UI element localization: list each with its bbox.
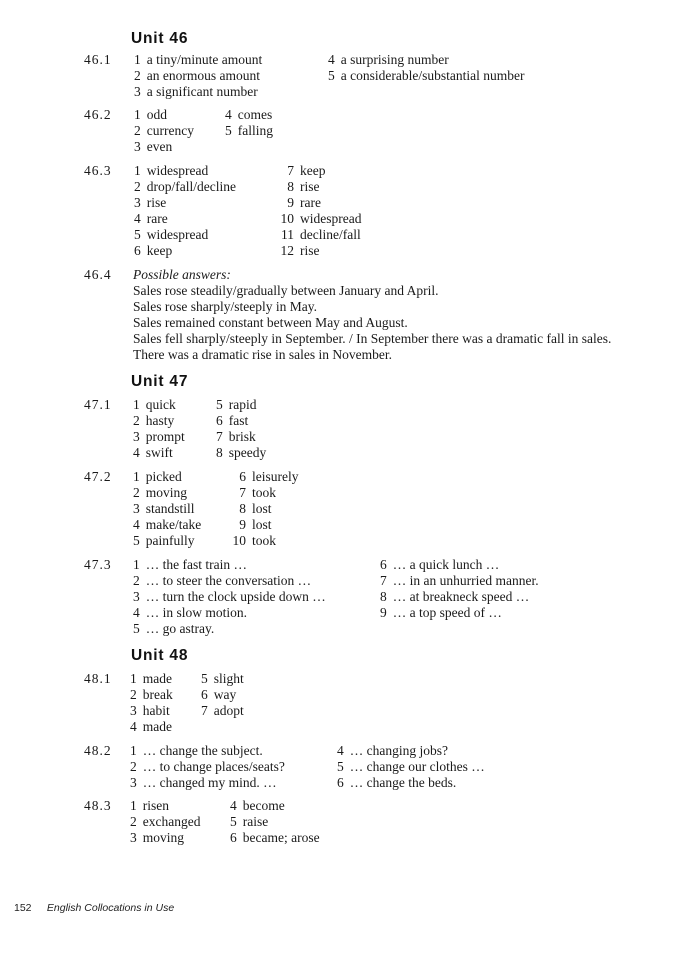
item-number: 2 xyxy=(134,123,141,138)
answer-column xyxy=(201,671,244,719)
item-number: 1 xyxy=(130,798,137,813)
answer-item xyxy=(232,469,299,485)
answer-column xyxy=(328,52,524,84)
exercise-number: 46.2 xyxy=(84,107,112,122)
answer-intro: Possible answers: xyxy=(133,267,231,282)
item-text: … changing jobs? xyxy=(349,743,448,758)
item-text: … in an unhurried manner. xyxy=(392,573,539,588)
item-number: 4 xyxy=(225,107,232,122)
item-text: … changed my mind. … xyxy=(142,775,277,790)
answer-item xyxy=(134,179,236,195)
item-text: speedy xyxy=(228,445,267,460)
answer-item xyxy=(130,743,285,759)
item-text: raise xyxy=(242,814,269,829)
item-text: … to change places/seats? xyxy=(142,759,285,774)
item-text: widespread xyxy=(146,227,209,242)
item-number: 6 xyxy=(230,830,237,845)
answer-item xyxy=(134,84,262,100)
answer-column xyxy=(337,743,485,791)
page-number: 152 xyxy=(14,902,32,914)
item-text: … a top speed of … xyxy=(392,605,502,620)
item-number: 4 xyxy=(133,517,140,532)
exercise-number: 46.1 xyxy=(84,52,112,67)
item-number: 6 xyxy=(239,469,246,484)
item-number: 3 xyxy=(134,195,141,210)
item-text: standstill xyxy=(145,501,195,516)
answer-item xyxy=(134,107,194,123)
answer-item xyxy=(134,68,262,84)
item-number: 3 xyxy=(133,589,140,604)
item-text: slight xyxy=(213,671,244,686)
item-text: keep xyxy=(300,163,326,178)
item-text: become xyxy=(242,798,285,813)
item-number: 2 xyxy=(133,413,140,428)
answer-item xyxy=(134,139,194,155)
item-text: … change the subject. xyxy=(142,743,263,758)
item-text: exchanged xyxy=(142,814,201,829)
answer-item xyxy=(133,485,201,501)
item-text: moving xyxy=(142,830,185,845)
answer-item xyxy=(230,830,320,846)
item-text: took xyxy=(252,485,277,500)
answer-item xyxy=(130,671,173,687)
item-text: hasty xyxy=(145,413,175,428)
answer-item xyxy=(280,211,361,227)
item-number: 12 xyxy=(280,243,294,258)
answer-lines xyxy=(133,267,611,363)
answer-item xyxy=(130,814,200,830)
unit-heading: Unit 46 xyxy=(131,30,189,47)
exercise-number: 46.4 xyxy=(84,267,112,282)
answer-item xyxy=(130,830,200,846)
item-number: 1 xyxy=(133,557,140,572)
item-text: … to steer the conversation … xyxy=(145,573,312,588)
answer-column xyxy=(133,397,185,461)
item-text: made xyxy=(142,671,172,686)
item-text: a considerable/substantial number xyxy=(340,68,525,83)
item-number: 3 xyxy=(134,84,141,99)
item-number: 4 xyxy=(133,605,140,620)
answer-column xyxy=(216,397,266,461)
item-text: … change the beds. xyxy=(349,775,457,790)
item-number: 1 xyxy=(130,671,137,686)
answer-item xyxy=(134,195,236,211)
item-number: 2 xyxy=(134,179,141,194)
page-footer xyxy=(14,902,174,914)
answer-item xyxy=(133,573,326,589)
item-number: 4 xyxy=(337,743,344,758)
answer-item xyxy=(134,211,236,227)
answer-item xyxy=(133,517,201,533)
answer-column xyxy=(380,557,539,621)
item-number: 4 xyxy=(134,211,141,226)
exercise-number: 47.2 xyxy=(84,469,112,484)
item-text: picked xyxy=(145,469,182,484)
item-number: 1 xyxy=(130,743,137,758)
answer-item xyxy=(130,759,285,775)
answer-item xyxy=(130,703,173,719)
item-text: drop/fall/decline xyxy=(146,179,236,194)
item-text: fast xyxy=(228,413,249,428)
answer-item xyxy=(216,397,266,413)
item-number: 4 xyxy=(130,719,137,734)
item-text: leisurely xyxy=(252,469,299,484)
item-text: comes xyxy=(237,107,273,122)
item-number: 3 xyxy=(130,775,137,790)
item-text: falling xyxy=(237,123,273,138)
answer-item xyxy=(130,775,285,791)
answer-column xyxy=(230,798,320,846)
item-text: made xyxy=(142,719,172,734)
answer-item xyxy=(216,413,266,429)
item-text: currency xyxy=(146,123,194,138)
answer-item xyxy=(133,533,201,549)
item-number: 5 xyxy=(134,227,141,242)
answer-item xyxy=(280,179,361,195)
answer-item xyxy=(337,743,485,759)
answer-column xyxy=(232,469,299,549)
answer-item xyxy=(134,243,236,259)
item-number: 3 xyxy=(130,703,137,718)
answer-item xyxy=(134,123,194,139)
answer-line: Sales rose steadily/gradually between January and April. xyxy=(133,283,439,298)
answer-item xyxy=(201,687,244,703)
item-number: 6 xyxy=(134,243,141,258)
answer-item xyxy=(133,469,201,485)
item-text: odd xyxy=(146,107,167,122)
item-number: 1 xyxy=(134,163,141,178)
item-number: 9 xyxy=(239,517,246,532)
answer-item xyxy=(201,703,244,719)
item-text: … change our clothes … xyxy=(349,759,485,774)
item-text: a tiny/minute amount xyxy=(146,52,263,67)
answer-line: Sales rose sharply/steeply in May. xyxy=(133,299,317,314)
answer-item xyxy=(130,719,173,735)
answer-column xyxy=(225,107,273,139)
item-number: 1 xyxy=(134,107,141,122)
answer-item xyxy=(216,429,266,445)
item-number: 6 xyxy=(337,775,344,790)
item-number: 6 xyxy=(380,557,387,572)
item-text: moving xyxy=(145,485,188,500)
answer-column xyxy=(133,557,326,637)
item-text: make/take xyxy=(145,517,202,532)
answer-item xyxy=(380,605,539,621)
item-text: … go astray. xyxy=(145,621,215,636)
answer-item xyxy=(133,445,185,461)
item-number: 2 xyxy=(130,759,137,774)
answer-line: Sales remained constant between May and August. xyxy=(133,315,408,330)
item-number: 5 xyxy=(337,759,344,774)
exercise-number: 48.1 xyxy=(84,671,112,686)
item-text: prompt xyxy=(145,429,185,444)
item-number: 1 xyxy=(134,52,141,67)
answer-item xyxy=(133,397,185,413)
item-number: 3 xyxy=(133,429,140,444)
item-number: 7 xyxy=(201,703,208,718)
answer-item xyxy=(130,687,173,703)
answer-column xyxy=(133,469,201,549)
item-number: 8 xyxy=(239,501,246,516)
item-number: 4 xyxy=(328,52,335,67)
answer-item xyxy=(380,589,539,605)
item-number: 6 xyxy=(201,687,208,702)
item-text: way xyxy=(213,687,237,702)
answer-column xyxy=(280,163,361,259)
item-text: rise xyxy=(300,243,320,258)
item-number: 3 xyxy=(133,501,140,516)
item-text: widespread xyxy=(146,163,209,178)
answer-item xyxy=(380,557,539,573)
item-text: risen xyxy=(142,798,169,813)
item-number: 5 xyxy=(133,533,140,548)
answer-item xyxy=(133,501,201,517)
item-text: break xyxy=(142,687,173,702)
item-text: habit xyxy=(142,703,170,718)
item-number: 7 xyxy=(239,485,246,500)
answer-item xyxy=(232,533,299,549)
item-text: … turn the clock upside down … xyxy=(145,589,326,604)
answer-item xyxy=(201,671,244,687)
answer-column xyxy=(130,671,173,735)
item-number: 9 xyxy=(287,195,294,210)
answer-item xyxy=(337,775,485,791)
item-text: rare xyxy=(146,211,168,226)
answer-column xyxy=(134,52,262,100)
item-text: swift xyxy=(145,445,173,460)
item-text: painfully xyxy=(145,533,195,548)
item-number: 4 xyxy=(133,445,140,460)
answer-item xyxy=(133,605,326,621)
exercise-number: 47.1 xyxy=(84,397,112,412)
item-number: 8 xyxy=(380,589,387,604)
exercise-number: 46.3 xyxy=(84,163,112,178)
item-text: … at breakneck speed … xyxy=(392,589,530,604)
item-number: 1 xyxy=(133,469,140,484)
exercise-number: 48.3 xyxy=(84,798,112,813)
item-number: 5 xyxy=(328,68,335,83)
answer-item xyxy=(133,557,326,573)
item-number: 2 xyxy=(133,573,140,588)
item-text: … in slow motion. xyxy=(145,605,248,620)
answer-item xyxy=(280,163,361,179)
answer-line: Sales fell sharply/steeply in September. / In September there was a dramatic fall in sales. xyxy=(133,331,612,346)
item-text: quick xyxy=(145,397,176,412)
item-text: decline/fall xyxy=(300,227,361,242)
item-text: brisk xyxy=(228,429,256,444)
item-number: 2 xyxy=(130,687,137,702)
unit-heading: Unit 48 xyxy=(131,647,189,664)
answer-item xyxy=(230,798,320,814)
answer-item xyxy=(133,429,185,445)
item-text: keep xyxy=(146,243,173,258)
answer-item xyxy=(133,589,326,605)
item-text: lost xyxy=(252,517,272,532)
exercise-number: 48.2 xyxy=(84,743,112,758)
item-number: 9 xyxy=(380,605,387,620)
answer-item xyxy=(230,814,320,830)
item-number: 5 xyxy=(201,671,208,686)
book-title: English Collocations in Use xyxy=(46,902,175,914)
item-number: 2 xyxy=(130,814,137,829)
answer-item xyxy=(337,759,485,775)
answer-column xyxy=(134,163,236,259)
item-number: 7 xyxy=(287,163,294,178)
item-text: an enormous amount xyxy=(146,68,260,83)
unit-heading: Unit 47 xyxy=(131,373,189,390)
answer-item xyxy=(133,621,326,637)
item-text: took xyxy=(252,533,277,548)
item-number: 8 xyxy=(287,179,294,194)
item-text: became; arose xyxy=(242,830,320,845)
answer-item xyxy=(280,195,361,211)
item-number: 7 xyxy=(216,429,223,444)
item-number: 10 xyxy=(232,533,246,548)
item-number: 2 xyxy=(133,485,140,500)
item-text: adopt xyxy=(213,703,244,718)
item-number: 5 xyxy=(133,621,140,636)
item-text: rapid xyxy=(228,397,257,412)
item-number: 3 xyxy=(130,830,137,845)
item-number: 5 xyxy=(230,814,237,829)
item-number: 10 xyxy=(280,211,294,226)
item-number: 8 xyxy=(216,445,223,460)
item-number: 5 xyxy=(225,123,232,138)
item-text: a significant number xyxy=(146,84,258,99)
answer-item xyxy=(225,123,273,139)
answer-item xyxy=(380,573,539,589)
item-text: even xyxy=(146,139,173,154)
item-text: rare xyxy=(300,195,321,210)
answer-item xyxy=(280,227,361,243)
item-text: rise xyxy=(146,195,167,210)
answer-column xyxy=(134,107,194,155)
answer-item xyxy=(134,163,236,179)
answer-item xyxy=(134,52,262,68)
answer-item xyxy=(232,501,299,517)
exercise-number: 47.3 xyxy=(84,557,112,572)
item-text: lost xyxy=(252,501,272,516)
answer-item xyxy=(133,413,185,429)
answer-column xyxy=(130,743,285,791)
item-text: a surprising number xyxy=(340,52,449,67)
item-number: 6 xyxy=(216,413,223,428)
item-number: 4 xyxy=(230,798,237,813)
answer-item xyxy=(232,517,299,533)
answer-item xyxy=(232,485,299,501)
item-text: … the fast train … xyxy=(145,557,247,572)
item-number: 2 xyxy=(134,68,141,83)
answer-item xyxy=(225,107,273,123)
answer-item xyxy=(328,68,524,84)
item-text: widespread xyxy=(300,211,362,226)
item-number: 7 xyxy=(380,573,387,588)
answer-item xyxy=(216,445,266,461)
item-number: 1 xyxy=(133,397,140,412)
answer-item xyxy=(134,227,236,243)
item-number: 3 xyxy=(134,139,141,154)
answer-item xyxy=(328,52,524,68)
item-text: … a quick lunch … xyxy=(392,557,500,572)
item-text: rise xyxy=(300,179,320,194)
answer-item xyxy=(280,243,361,259)
item-number: 11 xyxy=(281,227,294,242)
answer-column xyxy=(130,798,200,846)
answer-item xyxy=(130,798,200,814)
item-number: 5 xyxy=(216,397,223,412)
answer-line: There was a dramatic rise in sales in November. xyxy=(133,347,393,362)
